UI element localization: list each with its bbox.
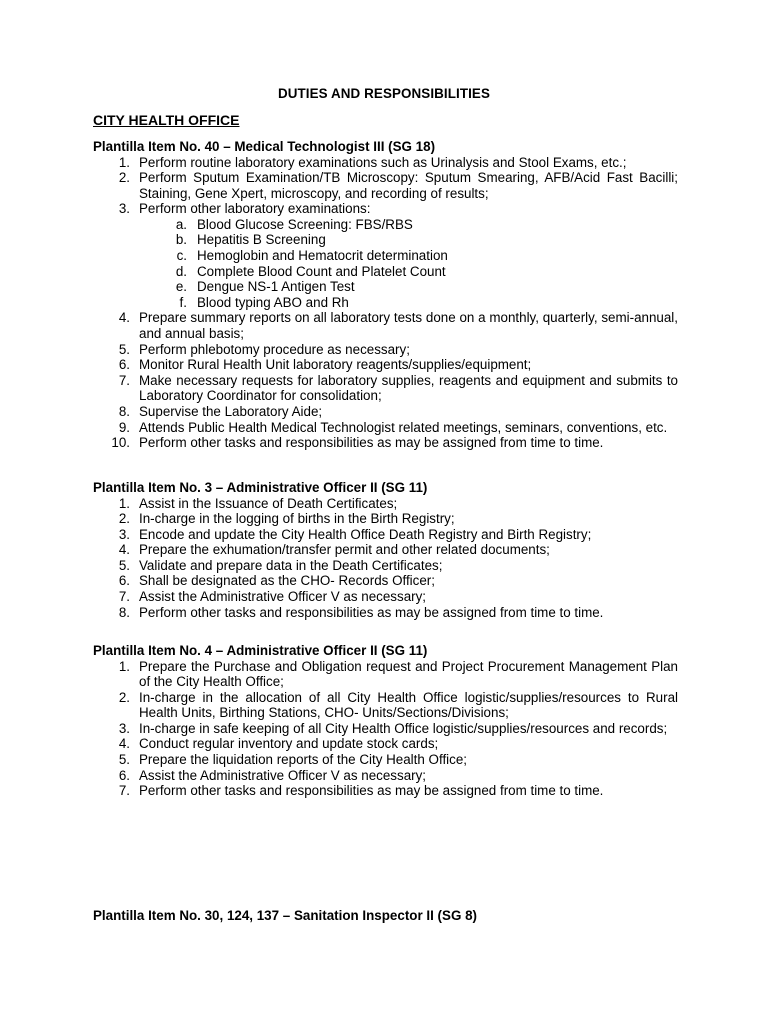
item-number: 3. (118, 201, 130, 217)
item-text: Assist the Administrative Officer V as necessary; (139, 589, 427, 605)
item-number: 6. (118, 357, 130, 373)
item-text: Perform Sputum Examination/TB Microscopy: Sputum Smearing, AFB/Acid Fast Bacilli; Staining, Gene Xpert, microscopy, and recording of results; (139, 170, 678, 201)
item-text: Perform routine laboratory examinations such as Urinalysis and Stool Exams, etc.; (139, 154, 627, 170)
item-text: In-charge in safe keeping of all City Health Office logistic/supplies/resources and records; (139, 720, 668, 736)
sub-item-text: Complete Blood Count and Platelet Count (197, 263, 446, 279)
section-heading: Plantilla Item No. 4 – Administrative Officer II (SG 11) (93, 643, 428, 658)
list-item (93, 201, 678, 217)
item-number: 10. (111, 435, 130, 451)
item-text: Encode and update the City Health Office Death Registry and Birth Registry; (139, 526, 592, 542)
section-admin-officer-item-3 (93, 480, 678, 620)
sub-item-text: Hepatitis B Screening (197, 232, 326, 248)
sub-item-letter: b. (175, 232, 187, 248)
item-number: 4. (118, 310, 130, 326)
list-item (93, 357, 678, 373)
item-text: Perform other tasks and responsibilities as may be assigned from time to time. (139, 435, 604, 451)
item-number: 7. (118, 372, 130, 388)
sub-item-letter: a. (175, 216, 187, 232)
section-admin-officer-item-4 (93, 643, 678, 799)
sub-item-text: Blood typing ABO and Rh (197, 294, 349, 310)
list-item (93, 420, 678, 436)
list-item (93, 589, 678, 605)
list-item (93, 768, 678, 784)
item-number: 8. (118, 404, 130, 419)
list-item (93, 736, 678, 752)
item-number: 3. (118, 720, 130, 736)
item-text: In-charge in the logging of births in the Birth Registry; (139, 511, 455, 527)
item-number: 1. (118, 154, 130, 170)
list-item (93, 435, 678, 451)
sub-list-item (93, 232, 678, 248)
item-text: In-charge in the allocation of all City Health Office logistic/supplies/resources to Rural Health Units, Birthing Stations, CHO- Units/Sections/Divisions; (139, 689, 678, 721)
item-number: 6. (118, 767, 130, 783)
sub-list-item (93, 295, 678, 311)
sub-item-letter: f. (179, 294, 187, 310)
item-text: Conduct regular inventory and update stock cards; (139, 736, 439, 752)
office-heading: CITY HEALTH OFFICE (93, 112, 240, 128)
section-heading: Plantilla Item No. 3 – Administrative Officer II (SG 11) (93, 480, 428, 495)
list-item (93, 659, 678, 690)
sub-item-letter: c. (176, 248, 187, 264)
item-text: Monitor Rural Health Unit laboratory reagents/supplies/equipment; (139, 357, 532, 373)
item-text: Perform other tasks and responsibilities as may be assigned from time to time. (139, 783, 604, 799)
list-item (93, 605, 678, 621)
item-text: Prepare summary reports on all laboratory tests done on a monthly, quarterly, semi-annual, and annual basis; (139, 310, 678, 342)
sub-item-text: Hemoglobin and Hematocrit determination (197, 248, 448, 264)
sub-item-letter: e. (175, 279, 187, 295)
item-text: Prepare the exhumation/transfer permit and other related documents; (139, 542, 550, 558)
item-number: 7. (118, 589, 130, 605)
sub-list-item (93, 248, 678, 264)
item-number: 5. (118, 752, 130, 768)
section-heading: Plantilla Item No. 40 – Medical Technologist III (SG 18) (93, 139, 436, 154)
document-title: DUTIES AND RESPONSIBILITIES (277, 86, 490, 101)
item-text: Supervise the Laboratory Aide; (139, 404, 323, 419)
section-heading: Plantilla Item No. 30, 124, 137 – Sanitation Inspector II (SG 8) (93, 908, 477, 923)
item-text: Prepare the liquidation reports of the City Health Office; (139, 752, 467, 768)
list-item (93, 496, 678, 512)
sub-item-text: Blood Glucose Screening: FBS/RBS (197, 216, 413, 232)
item-number: 5. (118, 557, 130, 573)
item-number: 6. (118, 573, 130, 589)
list-item (93, 558, 678, 574)
item-text: Make necessary requests for laboratory supplies, reagents and equipment and submits to Laboratory Coordinator for consolidation; (139, 372, 678, 404)
item-number: 3. (118, 526, 130, 542)
list-item (93, 170, 678, 201)
list-item (93, 310, 678, 341)
sub-item-text: Dengue NS-1 Antigen Test (197, 279, 355, 295)
list-item (93, 342, 678, 358)
item-number: 8. (118, 604, 130, 620)
item-text: Attends Public Health Medical Technologist related meetings, seminars, conventions, etc. (139, 419, 668, 435)
item-text: Perform other laboratory examinations: (139, 201, 371, 217)
item-text: Validate and prepare data in the Death Certificates; (139, 557, 443, 573)
section-medical-technologist (93, 139, 678, 451)
item-number: 1. (118, 495, 130, 511)
item-number: 1. (118, 658, 130, 674)
item-number: 7. (118, 783, 130, 799)
list-item (93, 404, 678, 420)
section-sanitation-inspector (93, 908, 678, 924)
list-item (93, 783, 678, 799)
list-item (93, 511, 678, 527)
sub-item-letter: d. (175, 263, 187, 279)
item-text: Prepare the Purchase and Obligation request and Project Procurement Management Plan of the City Health Office; (139, 658, 678, 690)
sub-list-item (93, 264, 678, 280)
item-text: Perform other tasks and responsibilities as may be assigned from time to time. (139, 604, 604, 620)
item-number: 2. (118, 170, 130, 186)
list-item (93, 542, 678, 558)
item-number: 9. (118, 419, 130, 435)
list-item (93, 527, 678, 543)
sub-list-item (93, 217, 678, 233)
list-item (93, 752, 678, 768)
item-text: Assist the Administrative Officer V as necessary; (139, 767, 427, 783)
list-item (93, 690, 678, 721)
item-number: 2. (118, 689, 130, 705)
item-number: 2. (118, 511, 130, 527)
item-text: Shall be designated as the CHO- Records Officer; (139, 573, 435, 589)
sub-list-item (93, 279, 678, 295)
item-number: 4. (118, 542, 130, 558)
item-number: 4. (118, 736, 130, 752)
list-item (93, 155, 678, 171)
list-item (93, 721, 678, 737)
list-item (93, 373, 678, 404)
item-text: Assist in the Issuance of Death Certificates; (139, 495, 398, 511)
list-item (93, 573, 678, 589)
item-text: Perform phlebotomy procedure as necessary; (139, 341, 410, 357)
item-number: 5. (118, 341, 130, 357)
